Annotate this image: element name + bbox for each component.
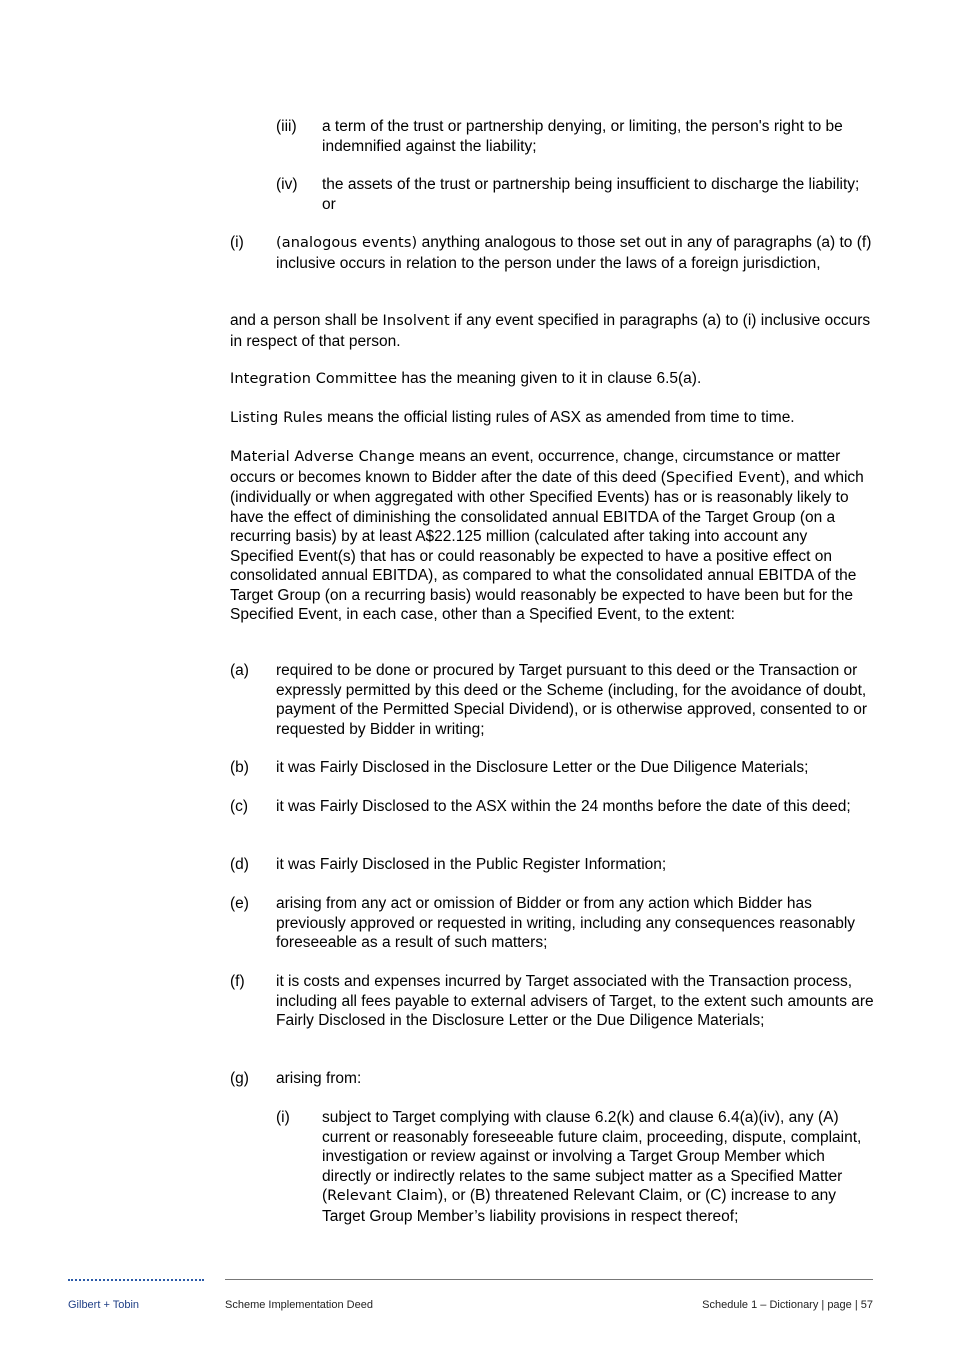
clause-label: (c) — [230, 798, 249, 815]
clause-label: (g) — [230, 1070, 249, 1087]
clause-text: (analogous events) anything analogous to those set out in any of paragraphs (a) to (f) inclusive occurs in relation to the person under the laws of a foreign jurisdiction, — [276, 234, 872, 272]
defined-term: Listing Rules — [230, 410, 323, 426]
clause-label: (i) — [276, 1109, 290, 1126]
footer-firm-name: Gilbert + Tobin — [68, 1299, 140, 1311]
definition-integration-committee: Integration Committee has the meaning given to it in clause 6.5(a). — [230, 370, 702, 387]
definition-insolvent: and a person shall be Insolvent if any event specified in paragraphs (a) to (i) inclusive occurs in respect of that person. — [230, 312, 871, 350]
clause-text: it was Fairly Disclosed to the ASX within the 24 months before the date of this deed; — [276, 798, 851, 815]
clause-text: it was Fairly Disclosed in the Public Register Information; — [276, 856, 667, 873]
footer-rule — [225, 1279, 873, 1280]
footer-page-info: Schedule 1 – Dictionary | page | 57 — [702, 1299, 873, 1311]
clause-text: subject to Target complying with clause 6.2(k) and clause 6.4(a)(iv), any (A) current or reasonably foreseeable future claim, proceeding, dispute, complaint, investigation or review against or involving a Target Group Member which directly or indirectly relates to the same subject matter as a Specified Matter (Relevant Claim), or (B) threatened Relevant Claim, or (C) increase to any Target Group Member’s liability provisions in respect thereof; — [322, 1109, 862, 1225]
clause-text: arising from: — [276, 1070, 362, 1087]
clause-label: (i) — [230, 234, 244, 251]
footer-dotted-rule — [68, 1279, 204, 1281]
defined-term: Relevant Claim — [327, 1188, 439, 1204]
defined-term: (analogous events) — [276, 235, 418, 251]
definition-material-adverse-change: Material Adverse Change means an event, occurrence, change, circumstance or matter occurs or becomes known to Bidder after the date of this deed (Specified Event), and which (individually or when aggregated with other Specified Events) has or is reasonably likely to have the effect of diminishing the consolidated annual EBITDA of the Target Group (on a recurring basis) by at least A$22.125 million (calculated after taking into account any Specified Event(s) that has or could reasonably be expected to have a positive effect on consolidated annual EBITDA), as compared to what the consolidated annual EBITDA of the Target Group (on a recurring basis) would reasonably be expected to have been but for the Specified Event, in each case, other than a Specified Event, to the extent: — [230, 448, 864, 623]
definition-listing-rules: Listing Rules means the official listing rules of ASX as amended from time to time. — [230, 409, 795, 426]
clause-text: the assets of the trust or partnership being insufficient to discharge the liability; or — [322, 176, 860, 213]
clause-label: (e) — [230, 895, 249, 912]
clause-text: arising from any act or omission of Bidder or from any action which Bidder has previously approved or requested in writing, including any consequences reasonably foreseeable as a result of such matters; — [276, 895, 856, 951]
defined-term: Specified Event — [665, 469, 781, 486]
clause-label: (b) — [230, 759, 249, 776]
clause-label: (iv) — [276, 176, 298, 193]
clause-text: it is costs and expenses incurred by Target associated with the Transaction process, including all fees payable to external advisers of Target, to the extent such amounts are Fairly Disclosed in the Disclosure Letter or the Due Diligence Materials; — [276, 973, 874, 1029]
clause-text: it was Fairly Disclosed in the Disclosure Letter or the Due Diligence Materials; — [276, 759, 809, 776]
clause-label: (a) — [230, 662, 249, 679]
defined-term: Material Adverse Change — [230, 449, 415, 465]
clause-text: a term of the trust or partnership denying, or limiting, the person's right to be indemnified against the liability; — [322, 118, 843, 155]
defined-term: Insolvent — [382, 313, 450, 329]
footer-document-title: Scheme Implementation Deed — [225, 1299, 373, 1311]
clause-label: (f) — [230, 973, 245, 990]
clause-text: required to be done or procured by Target pursuant to this deed or the Transaction or expressly permitted by this deed or the Scheme (including, for the avoidance of doubt, payment of the Permitted Special Dividend), or is otherwise approved, consented to or requested by Bidder in writing; — [276, 662, 868, 738]
defined-term: Integration Committee — [230, 371, 398, 387]
clause-label: (iii) — [276, 118, 297, 135]
clause-label: (d) — [230, 856, 249, 873]
